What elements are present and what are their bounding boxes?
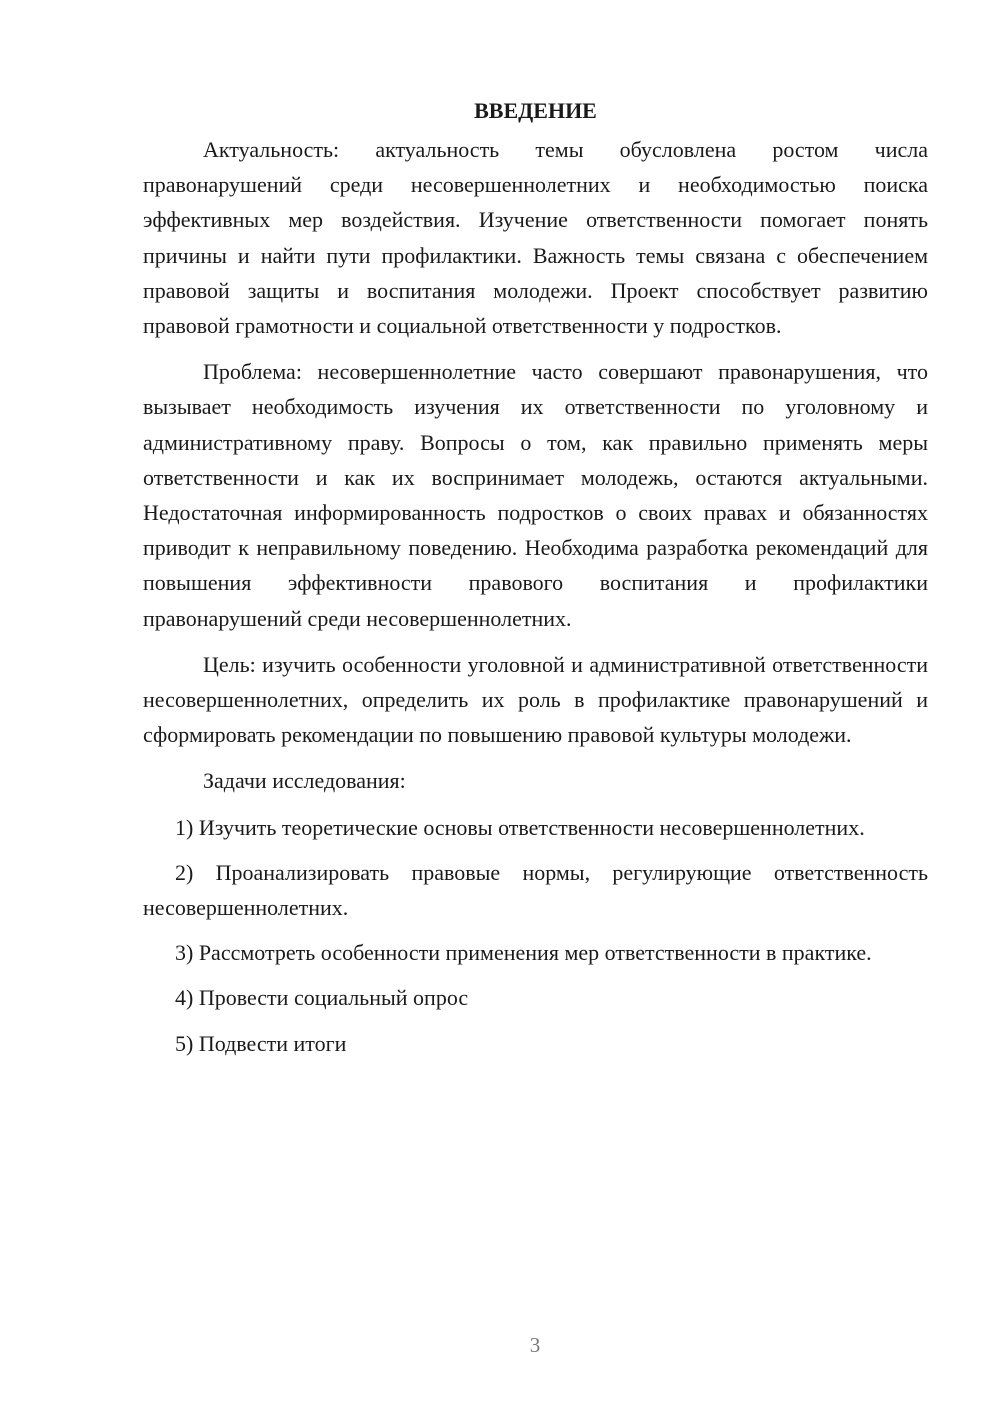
- page-content: [143, 93, 928, 1071]
- task-item: 5) Подвести итоги: [175, 1030, 347, 1056]
- section-title: ВВЕДЕНИЕ: [474, 98, 597, 123]
- tasks-heading: Задачи исследования:: [203, 768, 406, 794]
- task-item: 3) Рассмотреть особенности применения мер ответственности в практике.: [175, 940, 872, 966]
- paragraph-goal: Цель: изучить особенности уголовной и административной ответственности несовершеннолетних, определить их роль в профилактике правонарушений и сформировать рекомендации по повышению правовой культуры молодежи.: [143, 651, 928, 748]
- page-number: 3: [529, 1333, 541, 1357]
- task-item: 1) Изучить теоретические основы ответственности несовершеннолетних.: [175, 814, 865, 840]
- task-item: 2) Проанализировать правовые нормы, регулирующие ответственность несовершеннолетних.: [143, 859, 928, 921]
- tasks-list: [143, 810, 928, 1061]
- paragraph-relevance: Актуальность: актуальность темы обусловлена ростом числа правонарушений среди несовершеннолетних и необходимостью поиска эффективных мер воздействия. Изучение ответственности помогает понять причины и найти пути профилактики. Важность темы связана с обеспечением правовой защиты и воспитания молодежи. Проект способствует развитию правовой грамотности и социальной ответственности у подростков.: [143, 137, 928, 339]
- paragraph-problem: Проблема: несовершеннолетние часто совершают правонарушения, что вызывает необходимость изучения их ответственности по уголовному и административному праву. Вопросы о том, как правильно применять меры ответственности и как их воспринимает молодежь, остаются актуальными. Недостаточная информированность подростков о своих правах и обязанностях приводит к неправильному поведению. Необходима разработка рекомендаций для повышения эффективности правового воспитания и профилактики правонарушений среди несовершеннолетних.: [143, 359, 928, 631]
- task-item: 4) Провести социальный опрос: [175, 985, 469, 1011]
